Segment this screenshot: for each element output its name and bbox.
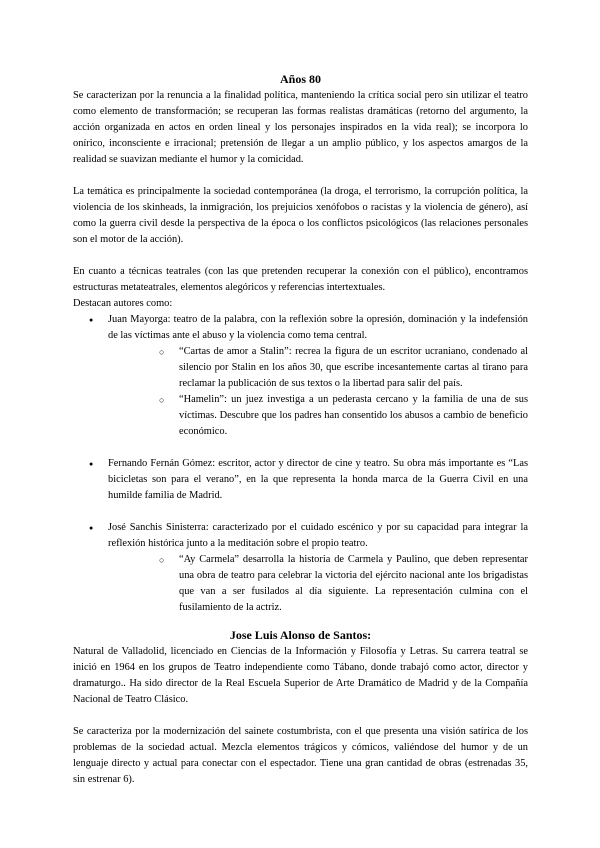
section-title-alonso-de-santos: Jose Luis Alonso de Santos:: [229, 628, 372, 642]
work-item: ○ “Cartas de amor a Stalin”: recrea la figura de un escritor ucraniano, condenado al silencio por Stalin en los años 30, que escribe incesantemente cartas al tirano para reclamar la publicación de sus textos o la libertad para salir del país.: [144, 344, 528, 392]
author-item-mayorga: [73, 312, 528, 440]
bio-paragraph: Natural de Valladolid, licenciado en Ciencias de la Información y Filosofía y Letras. Su carrera teatral se inició en 1964 en los grupos de Teatro independiente como Tábano, donde trabajó como actor, director y dramaturgo.. Ha sido director de la Real Escuela Superior de Arte Dramático de Madrid y de la Compañía Nacional de Teatro Clásico.: [73, 646, 528, 705]
techniques-paragraph: En cuanto a técnicas teatrales (con las que pretenden recuperar la conexión con el público), encontramos estructuras metateatrales, elementos alegóricos y referencias intertextuales.: [73, 266, 528, 293]
author-text: Juan Mayorga: teatro de la palabra, con la reflexión sobre la opresión, dominación y la indefensión de las víctimas ante el abuso y la violencia como tema central.: [108, 314, 528, 341]
authors-intro: Destacan autores como:: [73, 298, 173, 309]
works-list: [108, 344, 528, 440]
page-title: Años 80: [279, 72, 321, 86]
themes-paragraph: La temática es principalmente la sociedad contemporánea (la droga, el terrorismo, la corrupción política, la violencia de los skinheads, la inmigración, los prejuicios xenófobos o racistas y la violencia de género), así como la guerra civil desde la perspectiva de la época o los conflictos psicológicos (las relaciones personales son el motor de la acción).: [73, 186, 528, 245]
works-list: [108, 552, 528, 616]
intro-paragraph: Se caracterizan por la renuncia a la finalidad política, manteniendo la crítica social pero sin utilizar el teatro como elemento de transformación; se recuperan las formas realistas dramáticas (retorno del argumento, la acción organizada en actos en orden lineal y los personajes inspirados en la vida real); se incorpora lo onírico, inconsciente e irracional; pretensión de llegar a un amplio público, y los aspectos amargos de la realidad se suavizan mediante el humor y la comicidad.: [73, 90, 528, 165]
author-text: José Sanchis Sinisterra: caracterizado por el cuidado escénico y por su capacidad para integrar la reflexión histórica junto a la meditación sobre el propio teatro.: [108, 522, 528, 549]
style-paragraph: Se caracteriza por la modernización del sainete costumbrista, con el que presenta una visión satírica de los problemas de la sociedad actual. Mezcla elementos trágicos y cómicos, valiéndose del humor y de un lenguaje directo y actual para conectar con el espectador. Tiene una gran cantidad de obras (estrenadas 35, sin estrenar 6).: [73, 726, 528, 785]
authors-list: [73, 312, 528, 616]
author-item-sanchis-sinisterra: [73, 520, 528, 616]
work-item: ○ “Hamelin”: un juez investiga a un pederasta cercano y la familia de una de sus víctimas. Descubre que los padres han consentido los abusos a cambio de beneficio económico.: [144, 392, 528, 440]
author-item-fernan-gomez: [73, 456, 528, 504]
author-text: Fernando Fernán Gómez: escritor, actor y director de cine y teatro. Su obra más importante es “Las bicicletas son para el verano”, en la que representa la honda marca de la Guerra Civil en una humilde familia de Madrid.: [108, 458, 528, 501]
work-item: ○ “Ay Carmela” desarrolla la historia de Carmela y Paulino, que deben representar una obra de teatro para celebrar la victoria del ejército nacional ante los brigadistas que van a ser fusilados al día siguiente. La representación culmina con el fusilamiento de la actriz.: [144, 552, 528, 616]
